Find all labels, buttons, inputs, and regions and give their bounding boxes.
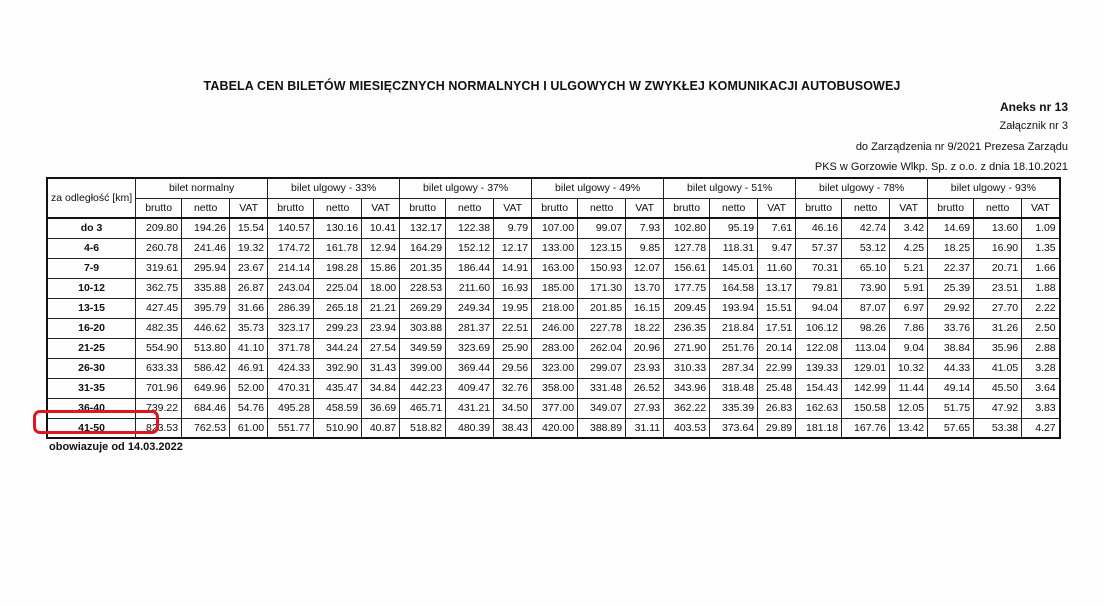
subcolumn-header: VAT bbox=[1022, 198, 1060, 218]
distance-cell: 7-9 bbox=[47, 258, 136, 278]
subcolumn-header-row bbox=[47, 198, 1060, 218]
price-cell: 9.79 bbox=[494, 218, 532, 238]
price-cell: 132.17 bbox=[400, 218, 446, 238]
price-cell: 395.79 bbox=[182, 298, 230, 318]
price-cell: 739.22 bbox=[136, 398, 182, 418]
price-cell: 34.50 bbox=[494, 398, 532, 418]
table-row bbox=[47, 258, 1060, 278]
price-cell: 9.47 bbox=[758, 238, 796, 258]
price-cell: 10.41 bbox=[362, 218, 400, 238]
price-cell: 54.76 bbox=[230, 398, 268, 418]
price-cell: 29.56 bbox=[494, 358, 532, 378]
price-cell: 162.63 bbox=[796, 398, 842, 418]
price-cell: 7.86 bbox=[890, 318, 928, 338]
price-cell: 152.12 bbox=[446, 238, 494, 258]
price-cell: 209.80 bbox=[136, 218, 182, 238]
price-cell: 14.69 bbox=[928, 218, 974, 238]
price-cell: 323.17 bbox=[268, 318, 314, 338]
subcolumn-header: netto bbox=[182, 198, 230, 218]
price-cell: 35.73 bbox=[230, 318, 268, 338]
price-cell: 161.78 bbox=[314, 238, 362, 258]
price-cell: 13.70 bbox=[626, 278, 664, 298]
price-cell: 249.34 bbox=[446, 298, 494, 318]
price-cell: 139.33 bbox=[796, 358, 842, 378]
group-header: bilet ulgowy - 33% bbox=[268, 178, 400, 198]
subcolumn-header: VAT bbox=[230, 198, 268, 218]
price-cell: 392.90 bbox=[314, 358, 362, 378]
price-cell: 3.83 bbox=[1022, 398, 1060, 418]
price-cell: 26.52 bbox=[626, 378, 664, 398]
price-cell: 2.50 bbox=[1022, 318, 1060, 338]
price-cell: 34.84 bbox=[362, 378, 400, 398]
price-cell: 12.17 bbox=[494, 238, 532, 258]
price-cell: 70.31 bbox=[796, 258, 842, 278]
price-cell: 201.35 bbox=[400, 258, 446, 278]
price-table bbox=[46, 177, 1061, 439]
price-cell: 12.05 bbox=[890, 398, 928, 418]
price-cell: 271.90 bbox=[664, 338, 710, 358]
price-cell: 388.89 bbox=[578, 418, 626, 438]
price-cell: 15.51 bbox=[758, 298, 796, 318]
price-cell: 154.43 bbox=[796, 378, 842, 398]
price-cell: 20.71 bbox=[974, 258, 1022, 278]
subcolumn-header: brutto bbox=[664, 198, 710, 218]
price-cell: 57.65 bbox=[928, 418, 974, 438]
price-cell: 349.59 bbox=[400, 338, 446, 358]
validity-note: obowiazuje od 14.03.2022 bbox=[49, 441, 183, 453]
price-cell: 495.28 bbox=[268, 398, 314, 418]
distance-cell: 13-15 bbox=[47, 298, 136, 318]
price-cell: 211.60 bbox=[446, 278, 494, 298]
group-header: bilet ulgowy - 49% bbox=[532, 178, 664, 198]
price-cell: 13.42 bbox=[890, 418, 928, 438]
price-cell: 265.18 bbox=[314, 298, 362, 318]
price-cell: 23.67 bbox=[230, 258, 268, 278]
annex-number: Aneks nr 13 bbox=[999, 100, 1068, 114]
price-cell: 25.90 bbox=[494, 338, 532, 358]
price-cell: 21.21 bbox=[362, 298, 400, 318]
group-header-row bbox=[47, 178, 1060, 198]
subcolumn-header: VAT bbox=[758, 198, 796, 218]
price-cell: 424.33 bbox=[268, 358, 314, 378]
price-cell: 171.30 bbox=[578, 278, 626, 298]
price-cell: 181.18 bbox=[796, 418, 842, 438]
company-date-line: PKS w Gorzowie Wlkp. Sp. z o.o. z dnia 18.10.2021 bbox=[814, 161, 1068, 173]
group-header: bilet ulgowy - 51% bbox=[664, 178, 796, 198]
price-cell: 241.46 bbox=[182, 238, 230, 258]
price-cell: 323.69 bbox=[446, 338, 494, 358]
price-cell: 31.43 bbox=[362, 358, 400, 378]
price-cell: 299.23 bbox=[314, 318, 362, 338]
price-cell: 236.35 bbox=[664, 318, 710, 338]
price-cell: 27.70 bbox=[974, 298, 1022, 318]
price-cell: 174.72 bbox=[268, 238, 314, 258]
price-cell: 10.32 bbox=[890, 358, 928, 378]
subcolumn-header: brutto bbox=[268, 198, 314, 218]
price-cell: 12.94 bbox=[362, 238, 400, 258]
price-cell: 29.92 bbox=[928, 298, 974, 318]
price-cell: 510.90 bbox=[314, 418, 362, 438]
price-cell: 431.21 bbox=[446, 398, 494, 418]
price-cell: 442.23 bbox=[400, 378, 446, 398]
price-cell: 23.51 bbox=[974, 278, 1022, 298]
price-cell: 31.26 bbox=[974, 318, 1022, 338]
price-cell: 633.33 bbox=[136, 358, 182, 378]
price-cell: 142.99 bbox=[842, 378, 890, 398]
price-cell: 145.01 bbox=[710, 258, 758, 278]
price-cell: 7.61 bbox=[758, 218, 796, 238]
price-cell: 262.04 bbox=[578, 338, 626, 358]
price-cell: 38.84 bbox=[928, 338, 974, 358]
price-cell: 26.83 bbox=[758, 398, 796, 418]
price-cell: 260.78 bbox=[136, 238, 182, 258]
price-cell: 409.47 bbox=[446, 378, 494, 398]
price-cell: 32.76 bbox=[494, 378, 532, 398]
price-cell: 295.94 bbox=[182, 258, 230, 278]
price-cell: 26.87 bbox=[230, 278, 268, 298]
price-cell: 299.07 bbox=[578, 358, 626, 378]
subcolumn-header: netto bbox=[842, 198, 890, 218]
price-cell: 18.25 bbox=[928, 238, 974, 258]
price-cell: 1.09 bbox=[1022, 218, 1060, 238]
price-cell: 1.88 bbox=[1022, 278, 1060, 298]
distance-cell: 41-50 bbox=[47, 418, 136, 438]
subcolumn-header: brutto bbox=[928, 198, 974, 218]
table-row bbox=[47, 358, 1060, 378]
price-cell: 3.64 bbox=[1022, 378, 1060, 398]
subcolumn-header: netto bbox=[974, 198, 1022, 218]
document-title: TABELA CEN BILETÓW MIESIĘCZNYCH NORMALNYCH I ULGOWYCH W ZWYKŁEJ KOMUNIKACJI AUTOBUSOWEJ bbox=[203, 79, 901, 93]
price-cell: 122.38 bbox=[446, 218, 494, 238]
price-cell: 46.16 bbox=[796, 218, 842, 238]
price-cell: 95.19 bbox=[710, 218, 758, 238]
price-cell: 201.85 bbox=[578, 298, 626, 318]
price-cell: 98.26 bbox=[842, 318, 890, 338]
price-cell: 22.51 bbox=[494, 318, 532, 338]
price-cell: 133.00 bbox=[532, 238, 578, 258]
price-cell: 15.86 bbox=[362, 258, 400, 278]
subcolumn-header: VAT bbox=[494, 198, 532, 218]
distance-cell: 16-20 bbox=[47, 318, 136, 338]
price-cell: 399.00 bbox=[400, 358, 446, 378]
price-cell: 480.39 bbox=[446, 418, 494, 438]
price-cell: 198.28 bbox=[314, 258, 362, 278]
price-cell: 2.88 bbox=[1022, 338, 1060, 358]
price-cell: 36.69 bbox=[362, 398, 400, 418]
subcolumn-header: brutto bbox=[532, 198, 578, 218]
distance-cell: 10-12 bbox=[47, 278, 136, 298]
price-cell: 343.96 bbox=[664, 378, 710, 398]
table-row bbox=[47, 238, 1060, 258]
price-cell: 52.00 bbox=[230, 378, 268, 398]
price-cell: 319.61 bbox=[136, 258, 182, 278]
price-cell: 16.15 bbox=[626, 298, 664, 318]
table-row bbox=[47, 298, 1060, 318]
price-cell: 18.22 bbox=[626, 318, 664, 338]
price-cell: 335.88 bbox=[182, 278, 230, 298]
price-cell: 113.04 bbox=[842, 338, 890, 358]
price-cell: 403.53 bbox=[664, 418, 710, 438]
price-cell: 15.54 bbox=[230, 218, 268, 238]
group-header: bilet ulgowy - 93% bbox=[928, 178, 1060, 198]
distance-cell: 4-6 bbox=[47, 238, 136, 258]
price-cell: 194.26 bbox=[182, 218, 230, 238]
price-cell: 94.04 bbox=[796, 298, 842, 318]
price-cell: 684.46 bbox=[182, 398, 230, 418]
price-cell: 177.75 bbox=[664, 278, 710, 298]
price-cell: 25.39 bbox=[928, 278, 974, 298]
price-cell: 823.53 bbox=[136, 418, 182, 438]
subcolumn-header: netto bbox=[710, 198, 758, 218]
price-cell: 19.95 bbox=[494, 298, 532, 318]
price-cell: 31.66 bbox=[230, 298, 268, 318]
subcolumn-header: netto bbox=[578, 198, 626, 218]
table-row bbox=[47, 378, 1060, 398]
table-row bbox=[47, 418, 1060, 438]
subcolumn-header: brutto bbox=[136, 198, 182, 218]
price-cell: 33.76 bbox=[928, 318, 974, 338]
price-cell: 243.04 bbox=[268, 278, 314, 298]
price-cell: 11.60 bbox=[758, 258, 796, 278]
price-cell: 150.58 bbox=[842, 398, 890, 418]
price-cell: 12.07 bbox=[626, 258, 664, 278]
price-cell: 482.35 bbox=[136, 318, 182, 338]
price-cell: 465.71 bbox=[400, 398, 446, 418]
price-cell: 27.54 bbox=[362, 338, 400, 358]
price-cell: 2.22 bbox=[1022, 298, 1060, 318]
price-cell: 420.00 bbox=[532, 418, 578, 438]
table-row bbox=[47, 318, 1060, 338]
price-cell: 227.78 bbox=[578, 318, 626, 338]
price-cell: 193.94 bbox=[710, 298, 758, 318]
price-cell: 185.00 bbox=[532, 278, 578, 298]
price-cell: 16.90 bbox=[974, 238, 1022, 258]
price-cell: 225.04 bbox=[314, 278, 362, 298]
price-cell: 45.50 bbox=[974, 378, 1022, 398]
price-cell: 586.42 bbox=[182, 358, 230, 378]
subcolumn-header: brutto bbox=[796, 198, 842, 218]
price-cell: 46.91 bbox=[230, 358, 268, 378]
price-cell: 41.05 bbox=[974, 358, 1022, 378]
price-cell: 38.43 bbox=[494, 418, 532, 438]
subcolumn-header: VAT bbox=[626, 198, 664, 218]
price-cell: 318.48 bbox=[710, 378, 758, 398]
price-cell: 25.48 bbox=[758, 378, 796, 398]
price-cell: 164.58 bbox=[710, 278, 758, 298]
price-cell: 19.32 bbox=[230, 238, 268, 258]
subcolumn-header: netto bbox=[314, 198, 362, 218]
price-cell: 358.00 bbox=[532, 378, 578, 398]
price-cell: 335.39 bbox=[710, 398, 758, 418]
price-cell: 9.04 bbox=[890, 338, 928, 358]
price-cell: 163.00 bbox=[532, 258, 578, 278]
price-cell: 246.00 bbox=[532, 318, 578, 338]
price-cell: 269.29 bbox=[400, 298, 446, 318]
price-cell: 5.21 bbox=[890, 258, 928, 278]
price-cell: 3.28 bbox=[1022, 358, 1060, 378]
price-cell: 331.48 bbox=[578, 378, 626, 398]
distance-cell: 26-30 bbox=[47, 358, 136, 378]
price-cell: 458.59 bbox=[314, 398, 362, 418]
price-cell: 6.97 bbox=[890, 298, 928, 318]
price-cell: 17.51 bbox=[758, 318, 796, 338]
group-header: bilet ulgowy - 37% bbox=[400, 178, 532, 198]
price-cell: 4.27 bbox=[1022, 418, 1060, 438]
price-cell: 47.92 bbox=[974, 398, 1022, 418]
price-cell: 102.80 bbox=[664, 218, 710, 238]
price-cell: 18.00 bbox=[362, 278, 400, 298]
table-row bbox=[47, 398, 1060, 418]
price-cell: 513.80 bbox=[182, 338, 230, 358]
price-cell: 167.76 bbox=[842, 418, 890, 438]
price-cell: 209.45 bbox=[664, 298, 710, 318]
price-cell: 53.12 bbox=[842, 238, 890, 258]
distance-cell: do 3 bbox=[47, 218, 136, 238]
price-cell: 150.93 bbox=[578, 258, 626, 278]
price-cell: 218.00 bbox=[532, 298, 578, 318]
price-cell: 7.93 bbox=[626, 218, 664, 238]
table-row bbox=[47, 278, 1060, 298]
distance-header: za odległość [km] bbox=[47, 178, 136, 218]
price-cell: 20.96 bbox=[626, 338, 664, 358]
price-cell: 371.78 bbox=[268, 338, 314, 358]
price-cell: 23.94 bbox=[362, 318, 400, 338]
price-cell: 41.10 bbox=[230, 338, 268, 358]
distance-cell: 31-35 bbox=[47, 378, 136, 398]
price-cell: 303.88 bbox=[400, 318, 446, 338]
price-cell: 22.37 bbox=[928, 258, 974, 278]
price-cell: 61.00 bbox=[230, 418, 268, 438]
price-cell: 3.42 bbox=[890, 218, 928, 238]
price-cell: 40.87 bbox=[362, 418, 400, 438]
price-cell: 164.29 bbox=[400, 238, 446, 258]
price-cell: 118.31 bbox=[710, 238, 758, 258]
group-header: bilet normalny bbox=[136, 178, 268, 198]
table-row bbox=[47, 218, 1060, 238]
price-cell: 287.34 bbox=[710, 358, 758, 378]
price-cell: 470.31 bbox=[268, 378, 314, 398]
price-cell: 446.62 bbox=[182, 318, 230, 338]
price-cell: 323.00 bbox=[532, 358, 578, 378]
price-cell: 362.22 bbox=[664, 398, 710, 418]
price-cell: 427.45 bbox=[136, 298, 182, 318]
price-cell: 349.07 bbox=[578, 398, 626, 418]
price-cell: 551.77 bbox=[268, 418, 314, 438]
price-cell: 14.91 bbox=[494, 258, 532, 278]
price-cell: 5.91 bbox=[890, 278, 928, 298]
price-cell: 554.90 bbox=[136, 338, 182, 358]
price-cell: 53.38 bbox=[974, 418, 1022, 438]
price-cell: 23.93 bbox=[626, 358, 664, 378]
price-cell: 156.61 bbox=[664, 258, 710, 278]
price-cell: 251.76 bbox=[710, 338, 758, 358]
price-cell: 9.85 bbox=[626, 238, 664, 258]
price-cell: 186.44 bbox=[446, 258, 494, 278]
price-cell: 130.16 bbox=[314, 218, 362, 238]
price-cell: 518.82 bbox=[400, 418, 446, 438]
price-cell: 214.14 bbox=[268, 258, 314, 278]
price-cell: 369.44 bbox=[446, 358, 494, 378]
price-cell: 762.53 bbox=[182, 418, 230, 438]
price-cell: 35.96 bbox=[974, 338, 1022, 358]
price-cell: 22.99 bbox=[758, 358, 796, 378]
price-cell: 649.96 bbox=[182, 378, 230, 398]
subcolumn-header: VAT bbox=[890, 198, 928, 218]
price-cell: 4.25 bbox=[890, 238, 928, 258]
price-cell: 42.74 bbox=[842, 218, 890, 238]
price-cell: 57.37 bbox=[796, 238, 842, 258]
subcolumn-header: netto bbox=[446, 198, 494, 218]
price-cell: 283.00 bbox=[532, 338, 578, 358]
price-cell: 49.14 bbox=[928, 378, 974, 398]
price-cell: 701.96 bbox=[136, 378, 182, 398]
price-cell: 29.89 bbox=[758, 418, 796, 438]
price-cell: 435.47 bbox=[314, 378, 362, 398]
price-cell: 106.12 bbox=[796, 318, 842, 338]
subcolumn-header: VAT bbox=[362, 198, 400, 218]
price-cell: 127.78 bbox=[664, 238, 710, 258]
attachment-number: Załącznik nr 3 bbox=[999, 120, 1068, 132]
price-cell: 16.93 bbox=[494, 278, 532, 298]
price-cell: 65.10 bbox=[842, 258, 890, 278]
price-cell: 11.44 bbox=[890, 378, 928, 398]
price-cell: 27.93 bbox=[626, 398, 664, 418]
price-cell: 79.81 bbox=[796, 278, 842, 298]
price-cell: 344.24 bbox=[314, 338, 362, 358]
price-cell: 123.15 bbox=[578, 238, 626, 258]
distance-cell: 36-40 bbox=[47, 398, 136, 418]
distance-cell: 21-25 bbox=[47, 338, 136, 358]
price-cell: 20.14 bbox=[758, 338, 796, 358]
price-cell: 99.07 bbox=[578, 218, 626, 238]
price-cell: 122.08 bbox=[796, 338, 842, 358]
price-cell: 286.39 bbox=[268, 298, 314, 318]
decree-reference: do Zarządzenia nr 9/2021 Prezesa Zarządu bbox=[855, 141, 1068, 153]
price-cell: 310.33 bbox=[664, 358, 710, 378]
price-cell: 73.90 bbox=[842, 278, 890, 298]
price-cell: 87.07 bbox=[842, 298, 890, 318]
price-cell: 281.37 bbox=[446, 318, 494, 338]
price-cell: 373.64 bbox=[710, 418, 758, 438]
price-cell: 129.01 bbox=[842, 358, 890, 378]
price-cell: 218.84 bbox=[710, 318, 758, 338]
price-cell: 13.17 bbox=[758, 278, 796, 298]
price-cell: 107.00 bbox=[532, 218, 578, 238]
price-cell: 1.35 bbox=[1022, 238, 1060, 258]
price-cell: 228.53 bbox=[400, 278, 446, 298]
subcolumn-header: brutto bbox=[400, 198, 446, 218]
price-cell: 31.11 bbox=[626, 418, 664, 438]
price-cell: 377.00 bbox=[532, 398, 578, 418]
group-header: bilet ulgowy - 78% bbox=[796, 178, 928, 198]
price-cell: 362.75 bbox=[136, 278, 182, 298]
price-cell: 13.60 bbox=[974, 218, 1022, 238]
price-cell: 51.75 bbox=[928, 398, 974, 418]
price-cell: 1.66 bbox=[1022, 258, 1060, 278]
price-cell: 140.57 bbox=[268, 218, 314, 238]
price-cell: 44.33 bbox=[928, 358, 974, 378]
table-row bbox=[47, 338, 1060, 358]
